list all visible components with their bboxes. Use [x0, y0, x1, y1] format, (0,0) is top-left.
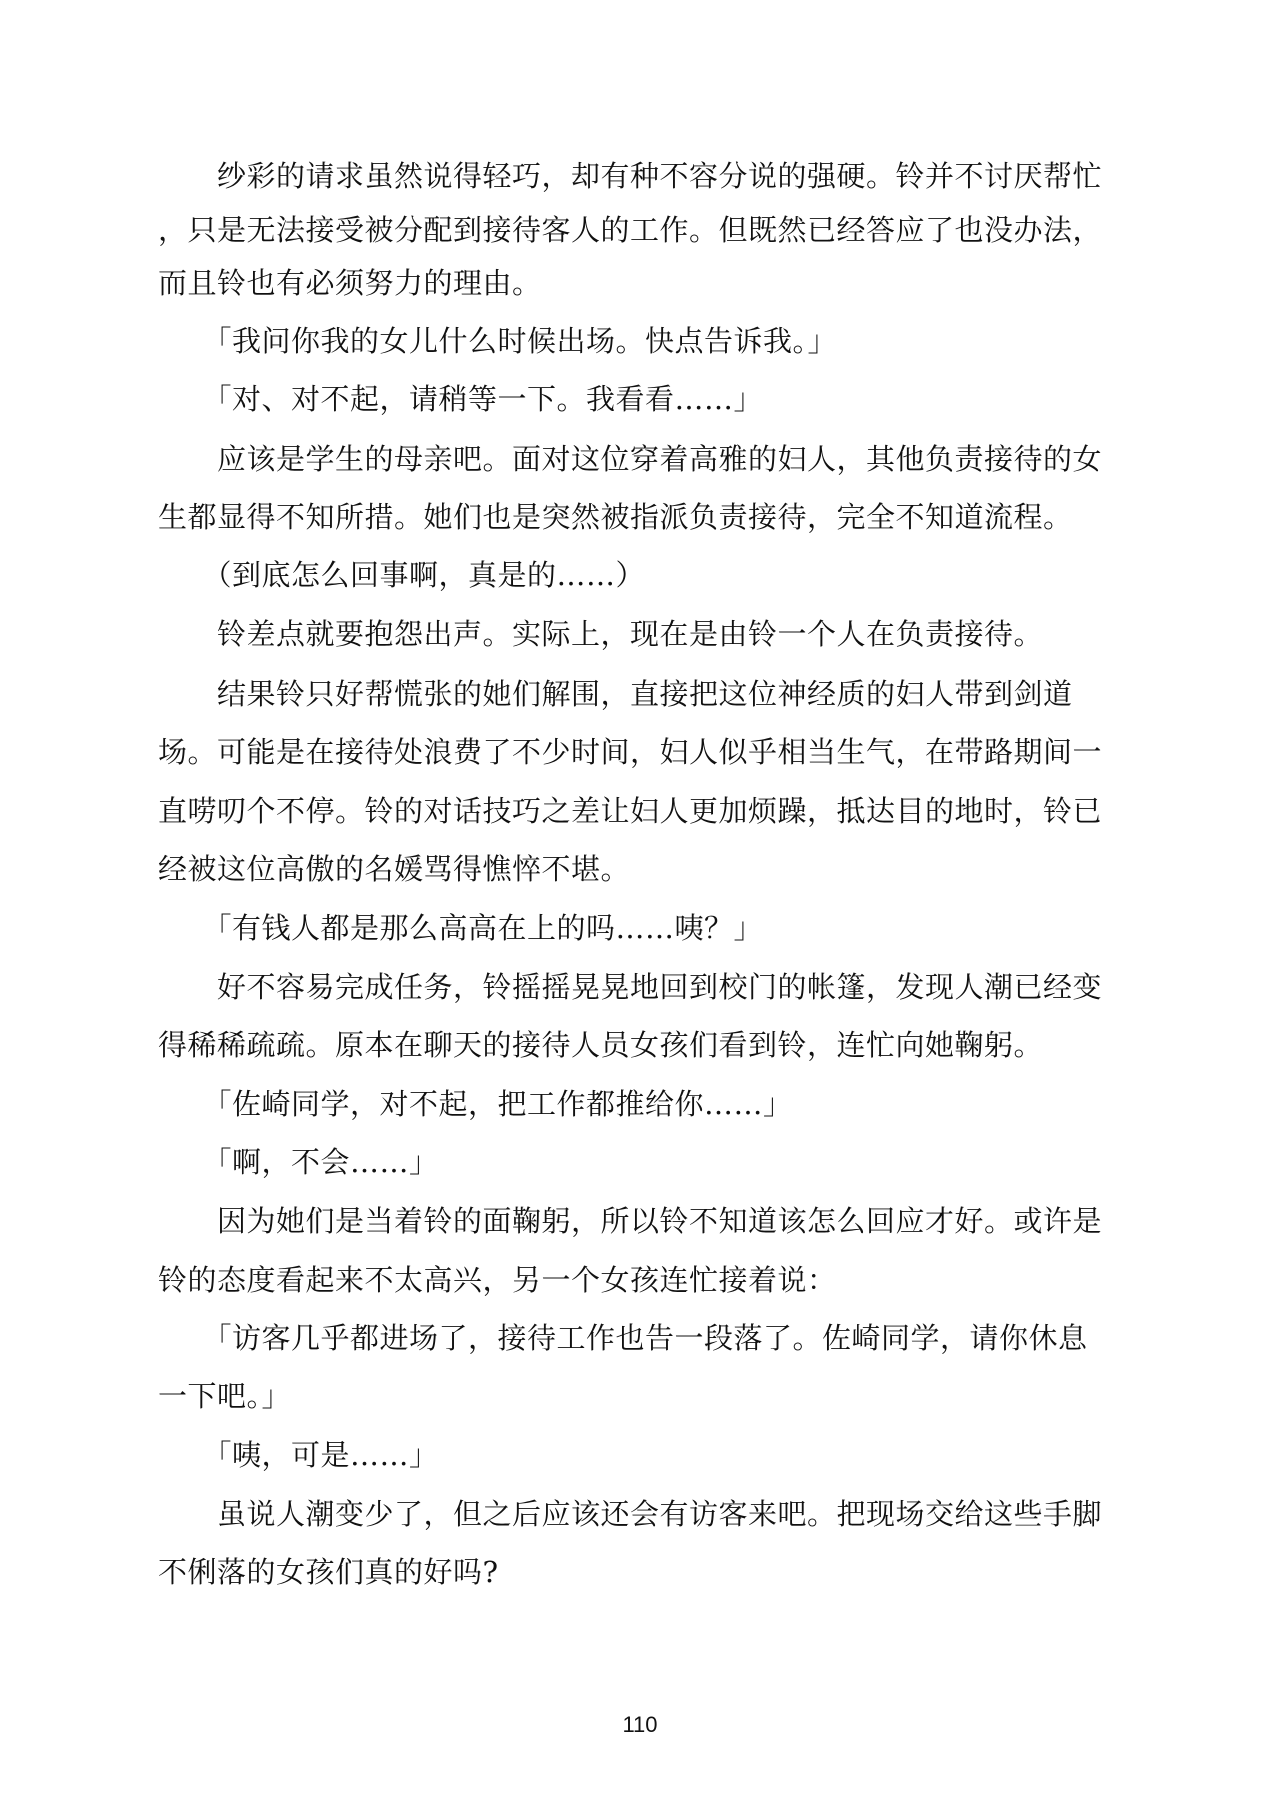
text-line: 铃的态度看起来不太高兴，另一个女孩连忙接着说：: [158, 1263, 837, 1297]
text-line: 而且铃也有必须努力的理由。: [158, 266, 542, 300]
text-line: 铃差点就要抱怨出声。实际上，现在是由铃一个人在负责接待。: [158, 617, 1044, 651]
text-line: 生都显得不知所措。她们也是突然被指派负责接待，完全不知道流程。: [158, 500, 1073, 534]
text-line: 虽说人潮变少了，但之后应该还会有访客来吧。把现场交给这些手脚: [158, 1497, 1103, 1531]
text-line: 「咦，可是……」: [158, 1438, 439, 1472]
text-line: 得稀稀疏疏。原本在聊天的接待人员女孩们看到铃，连忙向她鞠躬。: [158, 1028, 1044, 1062]
text-line: 应该是学生的母亲吧。面对这位穿着高雅的妇人，其他负责接待的女: [158, 442, 1103, 476]
text-line: 「佐崎同学，对不起，把工作都推给你……」: [158, 1087, 793, 1121]
text-line: 「啊，不会……」: [158, 1145, 439, 1179]
page-number: 110: [622, 1712, 658, 1737]
text-line: 场。可能是在接待处浪费了不少时间，妇人似乎相当生气，在带路期间一: [158, 735, 1103, 769]
text-line: 直唠叨个不停。铃的对话技巧之差让妇人更加烦躁，抵达目的地时，铃已: [158, 794, 1103, 828]
text-line: 因为她们是当着铃的面鞠躬，所以铃不知道该怎么回应才好。或许是: [158, 1204, 1103, 1238]
text-line: 结果铃只好帮慌张的她们解围，直接把这位神经质的妇人带到剑道: [158, 677, 1073, 711]
text-line: 「对、对不起，请稍等一下。我看看……」: [158, 382, 764, 416]
text-line: 经被这位高傲的名媛骂得憔悴不堪。: [158, 852, 631, 886]
text-line: 好不容易完成任务，铃摇摇晃晃地回到校门的帐篷，发现人潮已经变: [158, 970, 1103, 1004]
text-line: 「我问你我的女儿什么时候出场。快点告诉我。」: [158, 324, 838, 358]
text-line: （到底怎么回事啊，真是的……）: [158, 558, 646, 592]
text-line: 纱彩的请求虽然说得轻巧，却有种不容分说的强硬。铃并不讨厌帮忙: [158, 159, 1103, 193]
text-line: ，只是无法接受被分配到接待客人的工作。但既然已经答应了也没办法，: [158, 213, 1103, 247]
text-line: 「访客几乎都进场了，接待工作也告一段落了。佐崎同学，请你休息: [158, 1321, 1088, 1355]
text-line: 「有钱人都是那么高高在上的吗……咦？」: [158, 911, 764, 945]
text-line: 一下吧。」: [158, 1379, 292, 1413]
text-line: 不俐落的女孩们真的好吗?: [158, 1555, 499, 1589]
